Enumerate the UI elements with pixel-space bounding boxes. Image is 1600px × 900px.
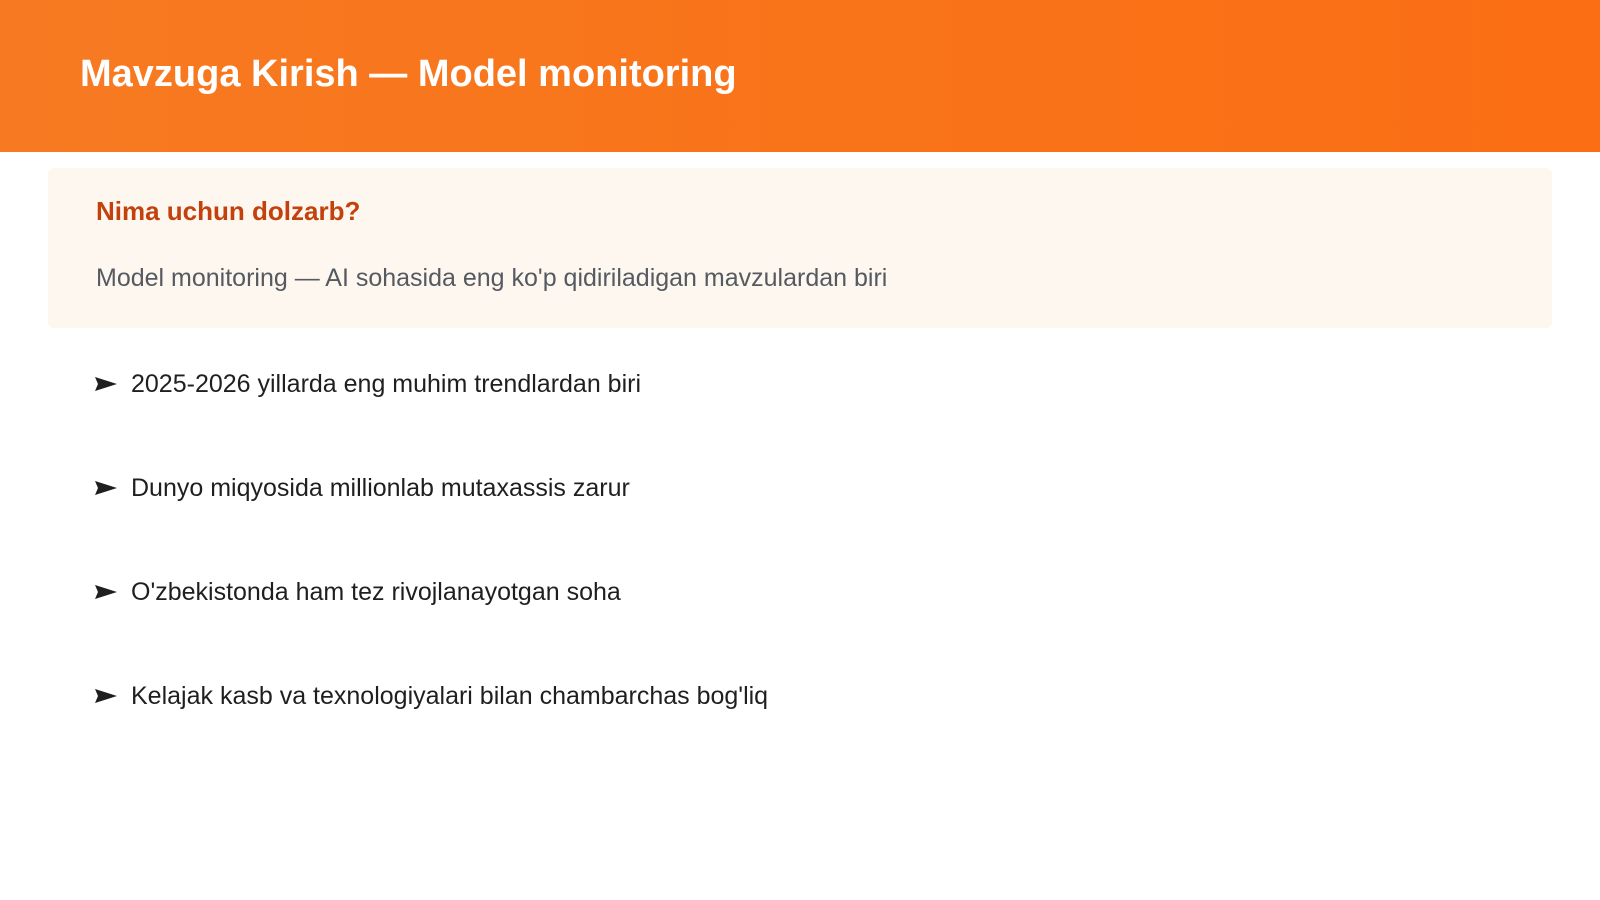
play-triangle-icon bbox=[95, 578, 119, 606]
play-triangle-icon bbox=[95, 682, 119, 710]
slide-header bbox=[0, 0, 1600, 152]
bullet-text: 2025-2026 yillarda eng muhim trendlardan biri bbox=[131, 370, 642, 398]
bullet-item bbox=[95, 578, 768, 682]
slide-title: Mavzuga Kirish — Model monitoring bbox=[80, 53, 737, 95]
bullet-text: Dunyo miqyosida millionlab mutaxassis zarur bbox=[131, 474, 630, 502]
bullet-list bbox=[95, 370, 768, 786]
bullet-text: O'zbekistonda ham tez rivojlanayotgan soha bbox=[131, 578, 621, 606]
callout-box bbox=[48, 168, 1552, 328]
bullet-text: Kelajak kasb va texnologiyalari bilan chambarchas bog'liq bbox=[131, 682, 769, 710]
play-triangle-icon bbox=[95, 474, 119, 502]
bullet-item bbox=[95, 370, 768, 474]
callout-text: Model monitoring — AI sohasida eng ko'p qidiriladigan mavzulardan biri bbox=[96, 264, 888, 292]
bullet-item bbox=[95, 682, 768, 786]
callout-heading: Nima uchun dolzarb? bbox=[96, 196, 361, 226]
bullet-item bbox=[95, 474, 768, 578]
play-triangle-icon bbox=[95, 370, 119, 398]
